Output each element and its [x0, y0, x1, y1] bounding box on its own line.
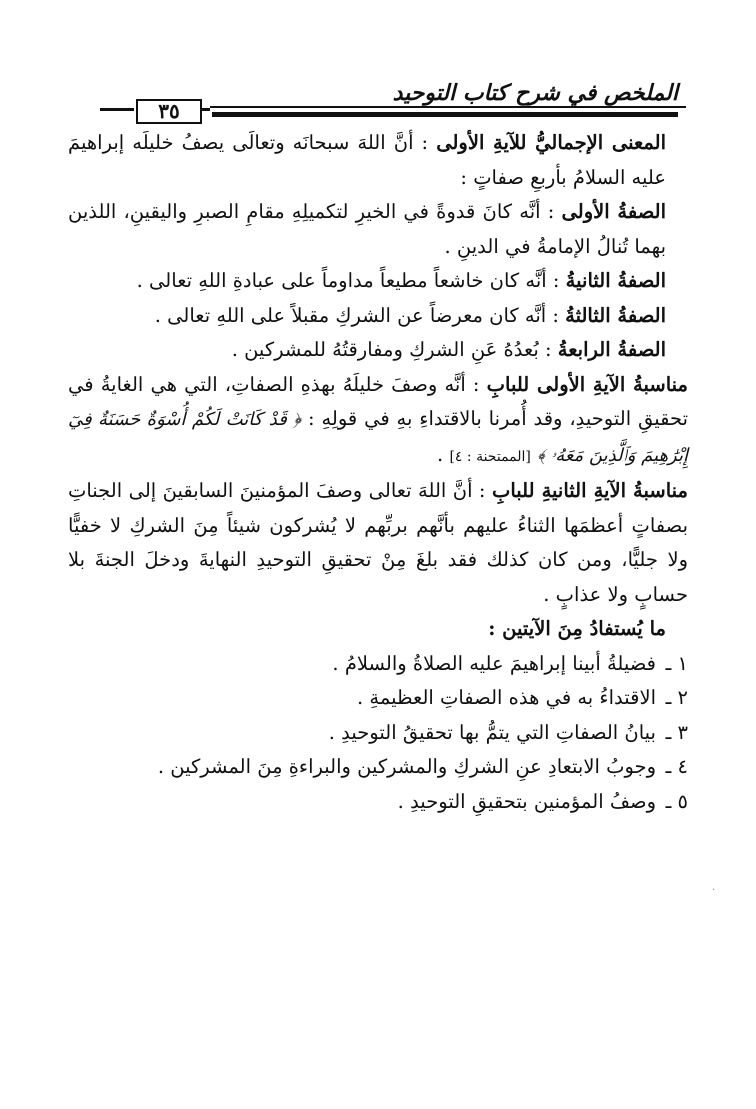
- paragraph-text: : أنَّه كان خاشعاً مطيعاً مداوماً على عبادةِ اللهِ تعالى .: [136, 269, 560, 292]
- paragraph-text: : أنَّه كانَ قدوةً في الخيرِ لتكميلِهِ مقامِ الصبرِ واليقينِ، اللذين بهما تُنالُ الإمامةُ في الدينِ .: [68, 200, 666, 258]
- benefit-text: وجوبُ الابتعادِ عنِ الشركِ والمشركين والبراءةِ مِنَ المشركين .: [157, 755, 656, 778]
- header-rule-thin: [210, 106, 686, 108]
- benefit-number: ٤ ـ: [665, 755, 688, 778]
- benefit-text: فضيلةُ أبينا إبراهيمَ عليه الصلاةُ والسلامُ .: [332, 651, 656, 675]
- paragraph-text: : أنَّه وصفَ خليلَهُ بهذهِ الصفاتِ، التي هي الغايةُ في تحقيقِ التوحيدِ، وقد أُمرنا بالاقتداءِ بهِ في قولِهِ :: [68, 372, 688, 430]
- running-header-title: الملخص في شرح كتاب التوحيد: [392, 80, 678, 106]
- paragraph-label: الصفةُ الثالثةُ: [565, 303, 666, 327]
- paragraph-third-attribute: [68, 299, 688, 334]
- paragraph-text: : بُعدُهُ عَنِ الشركِ ومفارقتُهُ للمشركين .: [231, 338, 552, 361]
- verse-reference: [الممتحنة : ٤]: [449, 448, 531, 465]
- page-body: [68, 126, 688, 819]
- header-rule-thick: [212, 112, 678, 117]
- paragraph-end: .: [437, 442, 444, 466]
- benefit-item-4: [68, 750, 688, 785]
- benefit-item-2: [68, 681, 688, 716]
- paragraph-label: الصفةُ الثانيةُ: [565, 269, 666, 292]
- paragraph-first-verse-relevance: [68, 368, 688, 475]
- page-number-rule-left: [100, 108, 134, 111]
- paragraph-text: : أنَّ اللهَ سبحانَه وتعالَى يصفُ خليلَه إبراهيمَ عليه السلامُ بأربعِ صفاتٍ :: [68, 131, 666, 189]
- paragraph-label: الصفةُ الأولى: [561, 200, 667, 223]
- paragraph-second-verse-relevance: [68, 474, 688, 612]
- benefits-heading: ما يُستفادُ مِنَ الآيتين :: [488, 617, 666, 640]
- benefit-number: ٣ ـ: [665, 720, 688, 744]
- benefit-item-5: [68, 785, 688, 820]
- paragraph-label: مناسبةُ الآيةِ الأولى للبابِ: [486, 372, 689, 396]
- paragraph-label: مناسبةُ الآيةِ الثانيةِ للبابِ: [491, 479, 688, 502]
- paragraph-fourth-attribute: [68, 333, 688, 368]
- benefit-number: ١ ـ: [665, 651, 688, 675]
- paragraph-label: المعنى الإجماليُّ للآيةِ الأولى: [436, 131, 667, 154]
- paragraph-text: : أنَّ اللهَ تعالى وصفَ المؤمنينَ السابقينَ إلى الجناتِ بصفاتٍ أعظمَها الثناءُ عليهم بأنَّهم بربِّهم لا يُشركون شيئاً مِنَ الشركِ لا خفيًّا ولا جليًّا، ومن كان كذلك فقد بلغَ مِنْ تحقيقِ التوحيدِ النهايةَ ودخلَ الجنةَ بلا حسابٍ ولا عذابٍ .: [68, 479, 688, 606]
- benefit-number: ٢ ـ: [665, 686, 688, 709]
- quran-verse: ﴿ قَدْ كَانَتْ لَكُمْ أُسْوَةٌ حَسَنَةٌ فِيٓ إِبْرَٰهِيمَ وَٱلَّذِينَ مَعَهُۥ ﴾: [68, 409, 688, 466]
- benefit-item-3: [68, 716, 688, 751]
- paragraph-first-attribute: [68, 195, 688, 264]
- benefit-text: الاقتداءُ به في هذه الصفاتِ العظيمةِ .: [357, 686, 656, 709]
- paragraph-second-attribute: [68, 264, 688, 299]
- benefit-number: ٥ ـ: [665, 789, 688, 813]
- page-number: ٣٥: [136, 99, 202, 124]
- paragraph-label: الصفةُ الرابعةُ: [557, 338, 666, 361]
- paragraph-general-meaning: [68, 126, 688, 195]
- benefit-text: بيانُ الصفاتِ التي يتمُّ بها تحقيقُ التوحيدِ .: [328, 720, 656, 744]
- benefit-item-1: [68, 647, 688, 682]
- margin-mark: ·: [712, 885, 716, 896]
- paragraph-text: : أنَّه كان معرضاً عن الشركِ مقبلاً على اللهِ تعالى .: [154, 303, 559, 327]
- benefit-text: وصفُ المؤمنين بتحقيقِ التوحيدِ .: [397, 789, 656, 813]
